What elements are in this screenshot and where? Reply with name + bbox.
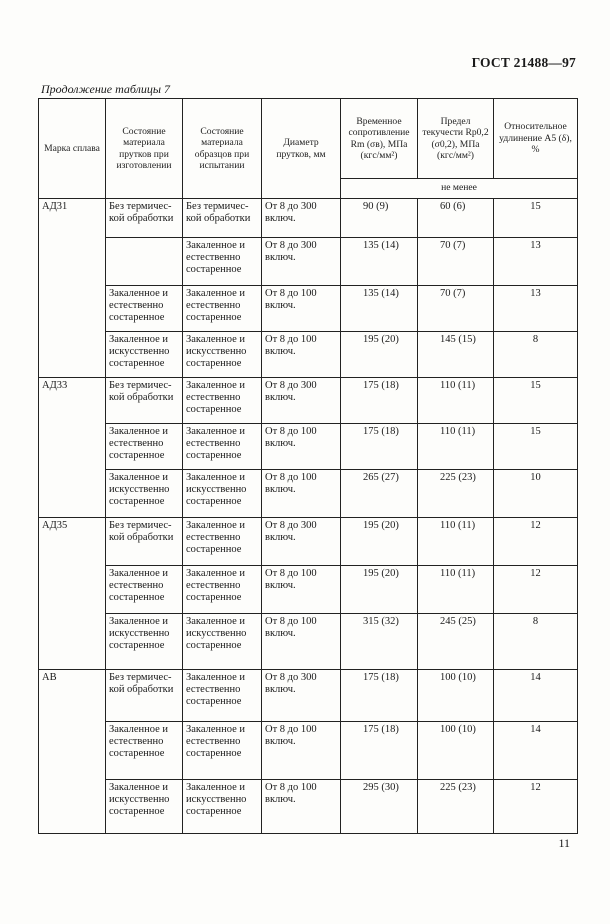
bar-state-cell: Закаленное и естественно состаренное: [106, 286, 183, 332]
grade-cell: АВ: [39, 670, 106, 834]
tensile-strength-cell: 175 (18): [341, 722, 418, 780]
sample-state-cell: Закаленное и естественно состаренное: [183, 238, 262, 286]
sample-state-cell: Закаленное и естественно состаренное: [183, 566, 262, 614]
diameter-cell: От 8 до 100 включ.: [262, 424, 341, 470]
document-code: ГОСТ 21488—97: [471, 55, 576, 70]
header-tensile-strength: Временное сопротивление Rm (σв), МПа (кгс/мм²): [341, 99, 418, 179]
table-row: [39, 470, 578, 518]
sample-state-cell: Закаленное и искусственно состаренное: [183, 780, 262, 834]
elongation-cell: 14: [494, 670, 578, 722]
sample-state-cell: Закаленное и естественно состаренное: [183, 518, 262, 566]
sample-state-cell: Без термичес-кой обработки: [183, 199, 262, 238]
table-row: [39, 332, 578, 378]
table-header-row: [39, 99, 578, 179]
tensile-strength-cell: 175 (18): [341, 670, 418, 722]
yield-strength-cell: 110 (11): [418, 518, 494, 566]
yield-strength-cell: 225 (23): [418, 470, 494, 518]
diameter-cell: От 8 до 100 включ.: [262, 286, 341, 332]
tensile-strength-cell: 195 (20): [341, 518, 418, 566]
table-row: [39, 286, 578, 332]
diameter-cell: От 8 до 300 включ.: [262, 670, 341, 722]
elongation-cell: 13: [494, 286, 578, 332]
page-number: 11: [558, 836, 570, 850]
elongation-cell: 10: [494, 470, 578, 518]
elongation-cell: 13: [494, 238, 578, 286]
table-row: [39, 614, 578, 670]
subheader-min: не менее: [341, 179, 578, 199]
header-grade: Марка сплава: [39, 99, 106, 199]
tensile-strength-cell: 295 (30): [341, 780, 418, 834]
elongation-cell: 15: [494, 424, 578, 470]
header-elongation: Относительное удлинение A5 (δ), %: [494, 99, 578, 179]
bar-state-cell: Закаленное и естественно состаренное: [106, 424, 183, 470]
header-bar-state: Состояние материала прутков при изготовлении: [106, 99, 183, 199]
yield-strength-cell: 110 (11): [418, 424, 494, 470]
elongation-cell: 12: [494, 566, 578, 614]
diameter-cell: От 8 до 300 включ.: [262, 238, 341, 286]
diameter-cell: От 8 до 100 включ.: [262, 566, 341, 614]
bar-state-cell: Закаленное и естественно состаренное: [106, 722, 183, 780]
diameter-cell: От 8 до 300 включ.: [262, 199, 341, 238]
bar-state-cell: Закаленное и искусственно состаренное: [106, 470, 183, 518]
yield-strength-cell: 225 (23): [418, 780, 494, 834]
grade-cell: АД35: [39, 518, 106, 670]
elongation-cell: 8: [494, 332, 578, 378]
diameter-cell: От 8 до 100 включ.: [262, 470, 341, 518]
elongation-cell: 12: [494, 780, 578, 834]
yield-strength-cell: 100 (10): [418, 722, 494, 780]
diameter-cell: От 8 до 100 включ.: [262, 722, 341, 780]
sample-state-cell: Закаленное и естественно состаренное: [183, 378, 262, 424]
table-row: [39, 424, 578, 470]
bar-state-cell: Без термичес-кой обработки: [106, 199, 183, 238]
yield-strength-cell: 245 (25): [418, 614, 494, 670]
diameter-cell: От 8 до 100 включ.: [262, 614, 341, 670]
diameter-cell: От 8 до 100 включ.: [262, 332, 341, 378]
grade-cell: АД33: [39, 378, 106, 518]
table-row: [39, 780, 578, 834]
bar-state-cell: [106, 238, 183, 286]
diameter-cell: От 8 до 300 включ.: [262, 518, 341, 566]
bar-state-cell: Закаленное и искусственно состаренное: [106, 332, 183, 378]
diameter-cell: От 8 до 100 включ.: [262, 780, 341, 834]
yield-strength-cell: 70 (7): [418, 286, 494, 332]
tensile-strength-cell: 135 (14): [341, 238, 418, 286]
tensile-strength-cell: 195 (20): [341, 332, 418, 378]
sample-state-cell: Закаленное и естественно состаренное: [183, 722, 262, 780]
bar-state-cell: Закаленное и искусственно состаренное: [106, 780, 183, 834]
elongation-cell: 15: [494, 378, 578, 424]
sample-state-cell: Закаленное и искусственно состаренное: [183, 332, 262, 378]
yield-strength-cell: 110 (11): [418, 566, 494, 614]
table-body: [39, 199, 578, 834]
header-yield-strength: Предел текучести Rp0,2 (σ0,2), МПа (кгс/мм²): [418, 99, 494, 179]
table-continuation-caption: Продолжение таблицы 7: [41, 82, 171, 96]
bar-state-cell: Без термичес-кой обработки: [106, 518, 183, 566]
bar-state-cell: Без термичес-кой обработки: [106, 670, 183, 722]
sample-state-cell: Закаленное и искусственно состаренное: [183, 614, 262, 670]
table-row: [39, 566, 578, 614]
tensile-strength-cell: 195 (20): [341, 566, 418, 614]
tensile-strength-cell: 135 (14): [341, 286, 418, 332]
header-sample-state: Состояние материала образцов при испытании: [183, 99, 262, 199]
bar-state-cell: Закаленное и искусственно состаренное: [106, 614, 183, 670]
tensile-strength-cell: 90 (9): [341, 199, 418, 238]
table-row: [39, 518, 578, 566]
table-row: [39, 199, 578, 238]
tensile-strength-cell: 175 (18): [341, 424, 418, 470]
yield-strength-cell: 110 (11): [418, 378, 494, 424]
elongation-cell: 15: [494, 199, 578, 238]
elongation-cell: 12: [494, 518, 578, 566]
table-row: [39, 722, 578, 780]
table-row: [39, 238, 578, 286]
table-row: [39, 378, 578, 424]
grade-cell: АД31: [39, 199, 106, 378]
sample-state-cell: Закаленное и естественно состаренное: [183, 424, 262, 470]
sample-state-cell: Закаленное и искусственно состаренное: [183, 470, 262, 518]
header-diameter: Диаметр прутков, мм: [262, 99, 341, 199]
tensile-strength-cell: 315 (32): [341, 614, 418, 670]
yield-strength-cell: 145 (15): [418, 332, 494, 378]
mechanical-properties-table: [38, 98, 578, 834]
tensile-strength-cell: 265 (27): [341, 470, 418, 518]
table-row: [39, 670, 578, 722]
elongation-cell: 14: [494, 722, 578, 780]
sample-state-cell: Закаленное и естественно состаренное: [183, 286, 262, 332]
yield-strength-cell: 100 (10): [418, 670, 494, 722]
bar-state-cell: Без термичес-кой обработки: [106, 378, 183, 424]
sample-state-cell: Закаленное и естественно состаренное: [183, 670, 262, 722]
tensile-strength-cell: 175 (18): [341, 378, 418, 424]
diameter-cell: От 8 до 300 включ.: [262, 378, 341, 424]
bar-state-cell: Закаленное и естественно состаренное: [106, 566, 183, 614]
yield-strength-cell: 60 (6): [418, 199, 494, 238]
elongation-cell: 8: [494, 614, 578, 670]
yield-strength-cell: 70 (7): [418, 238, 494, 286]
